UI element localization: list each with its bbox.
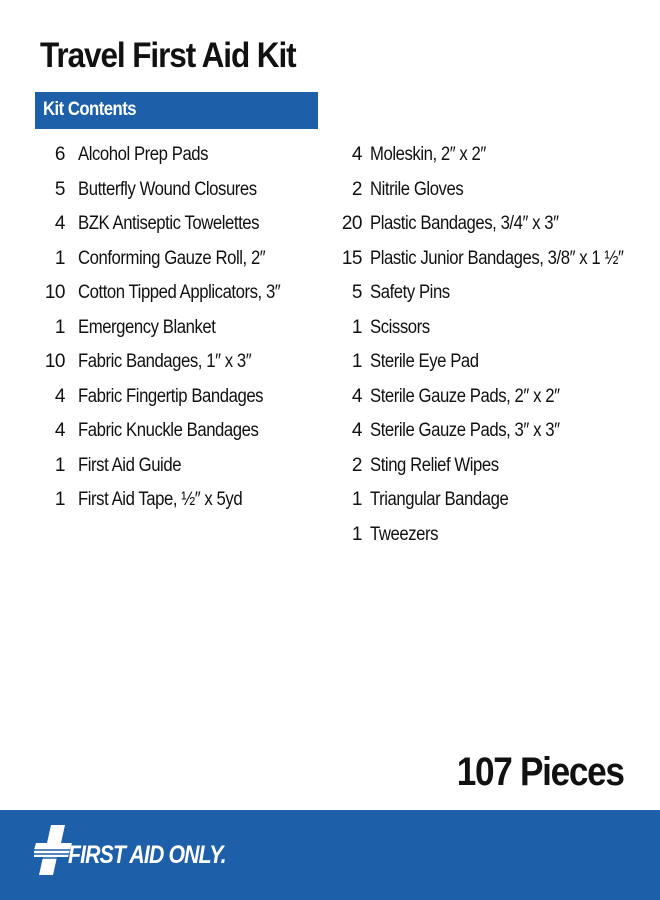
- list-item: [35, 483, 335, 518]
- item-quantity: 1: [54, 489, 65, 510]
- item-name: Sterile Gauze Pads, 3″ x 3″: [370, 420, 560, 441]
- item-name: Alcohol Prep Pads: [78, 144, 209, 165]
- list-item: [35, 207, 335, 242]
- item-quantity: 1: [54, 247, 65, 269]
- item-quantity: 1: [351, 523, 362, 545]
- list-item: [330, 242, 655, 277]
- item-name: First Aid Guide: [78, 454, 182, 476]
- list-item: [35, 242, 335, 277]
- item-name: Conforming Gauze Roll, 2″: [78, 247, 266, 269]
- list-item: [35, 173, 335, 208]
- list-item: [330, 276, 655, 311]
- list-item: [35, 414, 335, 449]
- kit-contents-header: [35, 92, 318, 129]
- item-name: Fabric Knuckle Bandages: [78, 420, 259, 441]
- item-quantity: 10: [44, 282, 65, 303]
- item-quantity: 4: [54, 420, 65, 441]
- item-quantity: 4: [54, 213, 65, 234]
- item-quantity: 5: [351, 282, 362, 303]
- section-label: Kit Contents: [43, 99, 137, 120]
- item-name: Cotton Tipped Applicators, 3″: [78, 282, 281, 303]
- list-item: [330, 138, 655, 173]
- item-name: Sterile Eye Pad: [370, 351, 479, 372]
- item-quantity: 4: [54, 385, 65, 407]
- item-quantity: 1: [351, 316, 362, 338]
- list-item: [330, 449, 655, 484]
- item-name: Emergency Blanket: [78, 316, 216, 338]
- item-name: Triangular Bandage: [370, 489, 509, 510]
- list-item: [35, 345, 335, 380]
- item-name: Fabric Fingertip Bandages: [78, 385, 264, 407]
- item-name: Sting Relief Wipes: [370, 454, 499, 476]
- list-item: [330, 518, 655, 553]
- brand-footer: [0, 810, 660, 900]
- list-item: [330, 380, 655, 415]
- contents-list-right: [330, 138, 655, 552]
- list-item: [330, 345, 655, 380]
- total-pieces: 107 Pieces: [457, 750, 624, 794]
- list-item: [35, 311, 335, 346]
- item-quantity: 15: [341, 247, 362, 269]
- item-quantity: 6: [54, 144, 65, 165]
- item-name: Plastic Bandages, 3/4″ x 3″: [370, 213, 559, 234]
- item-quantity: 2: [351, 454, 362, 476]
- item-quantity: 5: [54, 178, 65, 200]
- brand-name: FIRST AID ONLY.: [68, 841, 226, 869]
- item-quantity: 20: [341, 213, 362, 234]
- brand-logo: [34, 823, 294, 883]
- item-quantity: 1: [54, 454, 65, 476]
- item-name: Nitrile Gloves: [370, 178, 464, 200]
- item-name: Butterfly Wound Closures: [78, 178, 257, 200]
- list-item: [35, 449, 335, 484]
- item-name: Plastic Junior Bandages, 3/8″ x 1 ½″: [370, 247, 624, 269]
- item-quantity: 4: [351, 144, 362, 165]
- item-name: Sterile Gauze Pads, 2″ x 2″: [370, 385, 560, 407]
- item-quantity: 10: [44, 351, 65, 372]
- item-quantity: 1: [351, 489, 362, 510]
- list-item: [330, 483, 655, 518]
- list-item: [35, 138, 335, 173]
- item-name: Safety Pins: [370, 282, 450, 303]
- item-quantity: 1: [54, 316, 65, 338]
- item-name: Scissors: [370, 316, 430, 338]
- item-name: First Aid Tape, ½″ x 5yd: [78, 489, 243, 510]
- list-item: [330, 207, 655, 242]
- list-item: [330, 414, 655, 449]
- item-quantity: 4: [351, 420, 362, 441]
- item-quantity: 2: [351, 178, 362, 200]
- item-name: Tweezers: [370, 523, 439, 545]
- list-item: [35, 380, 335, 415]
- item-name: BZK Antiseptic Towelettes: [78, 213, 260, 234]
- item-quantity: 1: [351, 351, 362, 372]
- list-item: [330, 173, 655, 208]
- page-title: Travel First Aid Kit: [40, 36, 296, 75]
- list-item: [330, 311, 655, 346]
- list-item: [35, 276, 335, 311]
- contents-list-left: [35, 138, 335, 518]
- item-name: Fabric Bandages, 1″ x 3″: [78, 351, 252, 372]
- item-name: Moleskin, 2″ x 2″: [370, 144, 486, 165]
- item-quantity: 4: [351, 385, 362, 407]
